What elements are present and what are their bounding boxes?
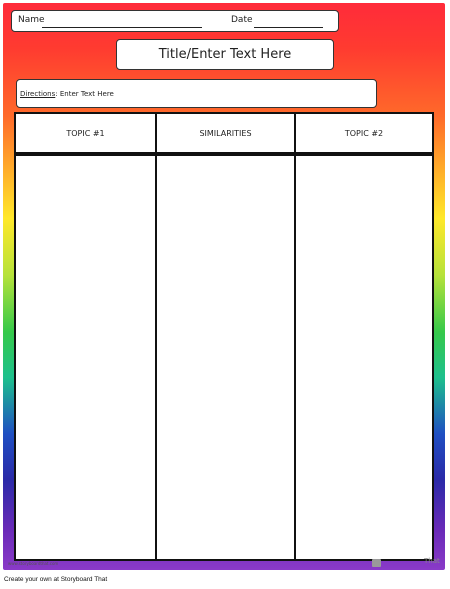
worksheet-poster [3,3,445,570]
column-header-topic-2: TOPIC #2 [344,129,384,138]
caption-text: Create your own at Storyboard That [4,576,108,583]
date-line[interactable] [254,27,323,28]
watermark-url: www.storyboardthat.com [8,561,59,566]
directions-box[interactable] [16,79,377,108]
title-box[interactable] [116,39,334,70]
name-label: Name [18,15,45,25]
comparison-table [14,112,434,561]
directions-label: Directions [20,90,56,98]
column-header-similarities: SIMILARITIES [199,129,252,138]
column-header-topic-1: TOPIC #1 [66,129,105,138]
name-date-bar [11,10,339,32]
name-line[interactable] [42,27,202,28]
watermark-brand: That [424,557,440,565]
directions-body: : Enter Text Here [55,90,114,98]
similarities-cell[interactable] [157,156,294,559]
date-label: Date [231,15,253,25]
topic-2-cell[interactable] [296,156,432,559]
directions-text [20,90,114,98]
topic-1-cell[interactable] [16,156,155,559]
page-title: Title/Enter Text Here [158,47,292,62]
storyboard-logo-icon [372,559,381,567]
